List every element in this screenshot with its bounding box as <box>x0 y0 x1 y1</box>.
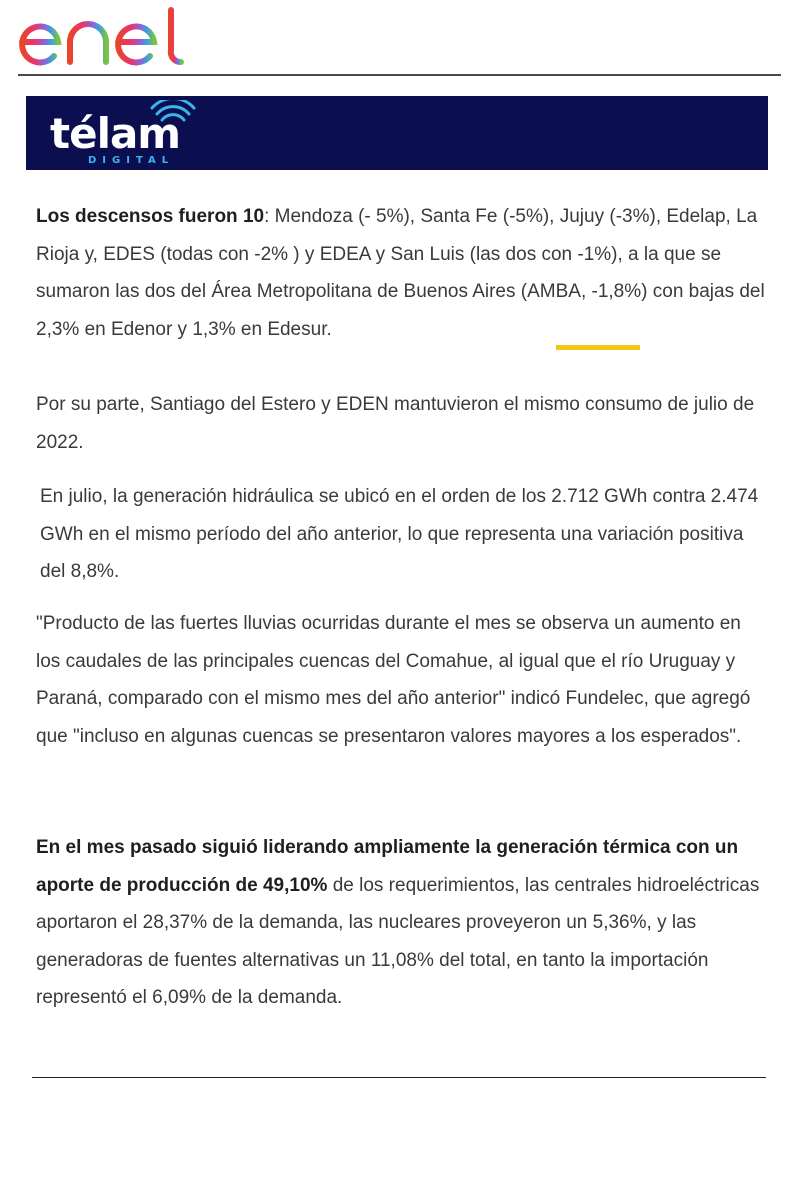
edesur-highlight-underline <box>556 345 640 350</box>
paragraph-fundelec-quote: "Producto de las fuertes lluvias ocurridas durante el mes se observa un aumento en los caudales de las principales cuencas del Comahue, al igual que el río Uruguay y Paraná, comparado con el mismo mes del año anterior" indicó Fundelec, que agregó que "incluso en algunas cuencas se presentaron valores mayores a los esperados". <box>36 613 751 747</box>
enel-logo <box>18 4 188 68</box>
paragraph-termica-lead: En el mes pasado siguió liderando ampliamente la generación térmica con un aporte de producción de 49,10% <box>36 837 739 896</box>
footer-divider <box>32 1077 766 1078</box>
paragraph-generacion-termica <box>36 829 766 1017</box>
telam-logo <box>40 100 210 166</box>
telam-banner <box>26 96 768 170</box>
paragraph-descensos-lead: Los descensos fueron 10 <box>36 206 265 227</box>
header-divider <box>18 74 781 76</box>
telam-subtitle: DIGITAL <box>88 155 175 166</box>
paragraph-descensos <box>36 198 766 348</box>
paragraph-santiago: Por su parte, Santiago del Estero y EDEN mantuvieron el mismo consumo de julio de 2022. <box>36 394 755 453</box>
paragraph-descensos-text: : Mendoza (- 5%), Santa Fe (-5%), Jujuy (-3%), Edelap, La Rioja y, EDES (todas con -2% ) y EDEA y San Luis (las dos con -1%), a la que se sumaron las dos del Área Metropolitana de Buenos Aires (AMBA, -1,8%) con bajas del 2,3% en Edenor y 1,3% en Edesur. <box>36 206 765 340</box>
paragraph-generacion-hidraulica: En julio, la generación hidráulica se ubicó en el orden de los 2.712 GWh contra 2.474 GWh en el mismo período del año anterior, lo que representa una variación positiva del 8,8%. <box>40 486 759 583</box>
paragraph-termica-text: de los requerimientos, las centrales hidroeléctricas aportaron el 28,37% de la demanda, las nucleares proveyeron un 5,36%, y las generadoras de fuentes alternativas un 11,08% del total, en tanto la importación representó el 6,09% de la demanda. <box>36 874 760 1009</box>
telam-wordmark-text: télam <box>50 109 181 158</box>
